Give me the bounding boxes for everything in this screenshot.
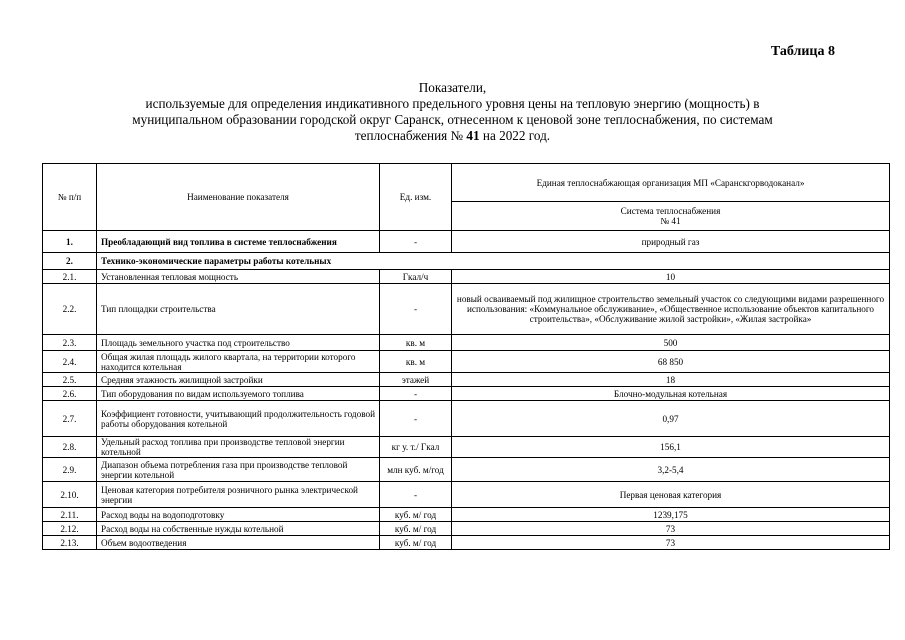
header-organization: Единая теплоснабжающая организация МП «Саранскгорводоканал» [452,164,890,202]
row-indicator-name: Ценовая категория потребителя розничного рынка электрической энергии [97,482,380,508]
title-line-2: используемые для определения индикативного предельного уровня цены на тепловую энергию (мощность) в [145,96,760,111]
table-row [43,335,890,351]
row-value: 10 [452,270,890,284]
row-indicator-name: Диапазон объема потребления газа при производстве тепловой энергии котельной [97,458,380,482]
row-number: 2. [43,253,97,270]
table-row [43,437,890,458]
header-name: Наименование показателя [97,164,380,231]
row-indicator-name: Технико-экономические параметры работы котельных [97,253,890,270]
row-value: 68 850 [452,351,890,373]
row-value: 0,97 [452,401,890,437]
title-line-3: муниципальном образовании городской округ Саранск, отнесенном к ценовой зоне теплоснабжения, по системам [132,112,773,127]
table-row [43,508,890,522]
row-indicator-name: Удельный расход топлива при производстве тепловой энергии котельной [97,437,380,458]
header-system-line-1: Система теплоснабжения [620,206,721,216]
system-number: 41 [466,128,480,143]
table-row [43,284,890,335]
row-number: 2.2. [43,284,97,335]
title-line-1: Показатели, [418,80,487,95]
row-unit: Гкал/ч [380,270,452,284]
table-row [43,522,890,536]
header-system-line-2: № 41 [660,216,681,226]
row-indicator-name: Общая жилая площадь жилого квартала, на территории которого находится котельная [97,351,380,373]
title-line-4 [30,128,875,144]
row-indicator-name: Расход воды на водоподготовку [97,508,380,522]
row-unit: - [380,401,452,437]
row-indicator-name: Коэффициент готовности, учитывающий продолжительность годовой работы оборудования котельной [97,401,380,437]
row-number: 2.13. [43,536,97,550]
row-value: 156,1 [452,437,890,458]
row-value: новый осваиваемый под жилищное строительство земельный участок со следующими видами разрешенного использования: «Коммунальное обслуживание», «Общественное использование объектов капитального строительства», «Обслуживание жилой застройки», «Жилая застройка» [452,284,890,335]
row-value: 73 [452,536,890,550]
table-row [43,536,890,550]
row-indicator-name: Тип площадки строительства [97,284,380,335]
table-row [43,253,890,270]
title-line-4-prefix: теплоснабжения № [354,128,464,143]
row-number: 2.8. [43,437,97,458]
row-number: 2.9. [43,458,97,482]
row-indicator-name: Площадь земельного участка под строительство [97,335,380,351]
row-value: 3,2-5,4 [452,458,890,482]
header-system [452,202,890,231]
row-value: 18 [452,373,890,387]
row-unit: - [380,284,452,335]
row-indicator-name: Тип оборудования по видам используемого топлива [97,387,380,401]
row-indicator-name: Объем водоотведения [97,536,380,550]
row-number: 2.5. [43,373,97,387]
row-unit: - [380,482,452,508]
row-unit: млн куб. м/год [380,458,452,482]
table-row [43,387,890,401]
table-row [43,482,890,508]
row-number: 2.6. [43,387,97,401]
row-unit: кг у. т./ Гкал [380,437,452,458]
row-unit: кв. м [380,351,452,373]
row-number: 2.7. [43,401,97,437]
table-row [43,401,890,437]
row-unit: этажей [380,373,452,387]
table-row [43,270,890,284]
title-line-4-suffix: на 2022 год. [482,128,551,143]
table-row [43,231,890,253]
row-unit: куб. м/ год [380,522,452,536]
table-row [43,351,890,373]
row-number: 2.12. [43,522,97,536]
row-value: 1239,175 [452,508,890,522]
row-unit: - [380,231,452,253]
row-value: природный газ [452,231,890,253]
header-num: № п/п [43,164,97,231]
row-indicator-name: Установленная тепловая мощность [97,270,380,284]
row-number: 1. [43,231,97,253]
row-unit: куб. м/ год [380,508,452,522]
table-number-label: Таблица 8 [770,44,835,59]
header-row [43,164,890,202]
row-value: Блочно-модульная котельная [452,387,890,401]
row-unit: кв. м [380,335,452,351]
row-unit: куб. м/ год [380,536,452,550]
row-number: 2.1. [43,270,97,284]
row-unit: - [380,387,452,401]
row-indicator-name: Расход воды на собственные нужды котельной [97,522,380,536]
row-number: 2.10. [43,482,97,508]
table-row [43,458,890,482]
row-number: 2.3. [43,335,97,351]
indicators-table [42,163,890,550]
row-number: 2.4. [43,351,97,373]
table-row [43,373,890,387]
row-value: 73 [452,522,890,536]
row-indicator-name: Преобладающий вид топлива в системе теплоснабжения [97,231,380,253]
row-value: Первая ценовая категория [452,482,890,508]
document-title [30,80,875,144]
row-number: 2.11. [43,508,97,522]
header-unit: Ед. изм. [380,164,452,231]
row-value: 500 [452,335,890,351]
row-indicator-name: Средняя этажность жилищной застройки [97,373,380,387]
